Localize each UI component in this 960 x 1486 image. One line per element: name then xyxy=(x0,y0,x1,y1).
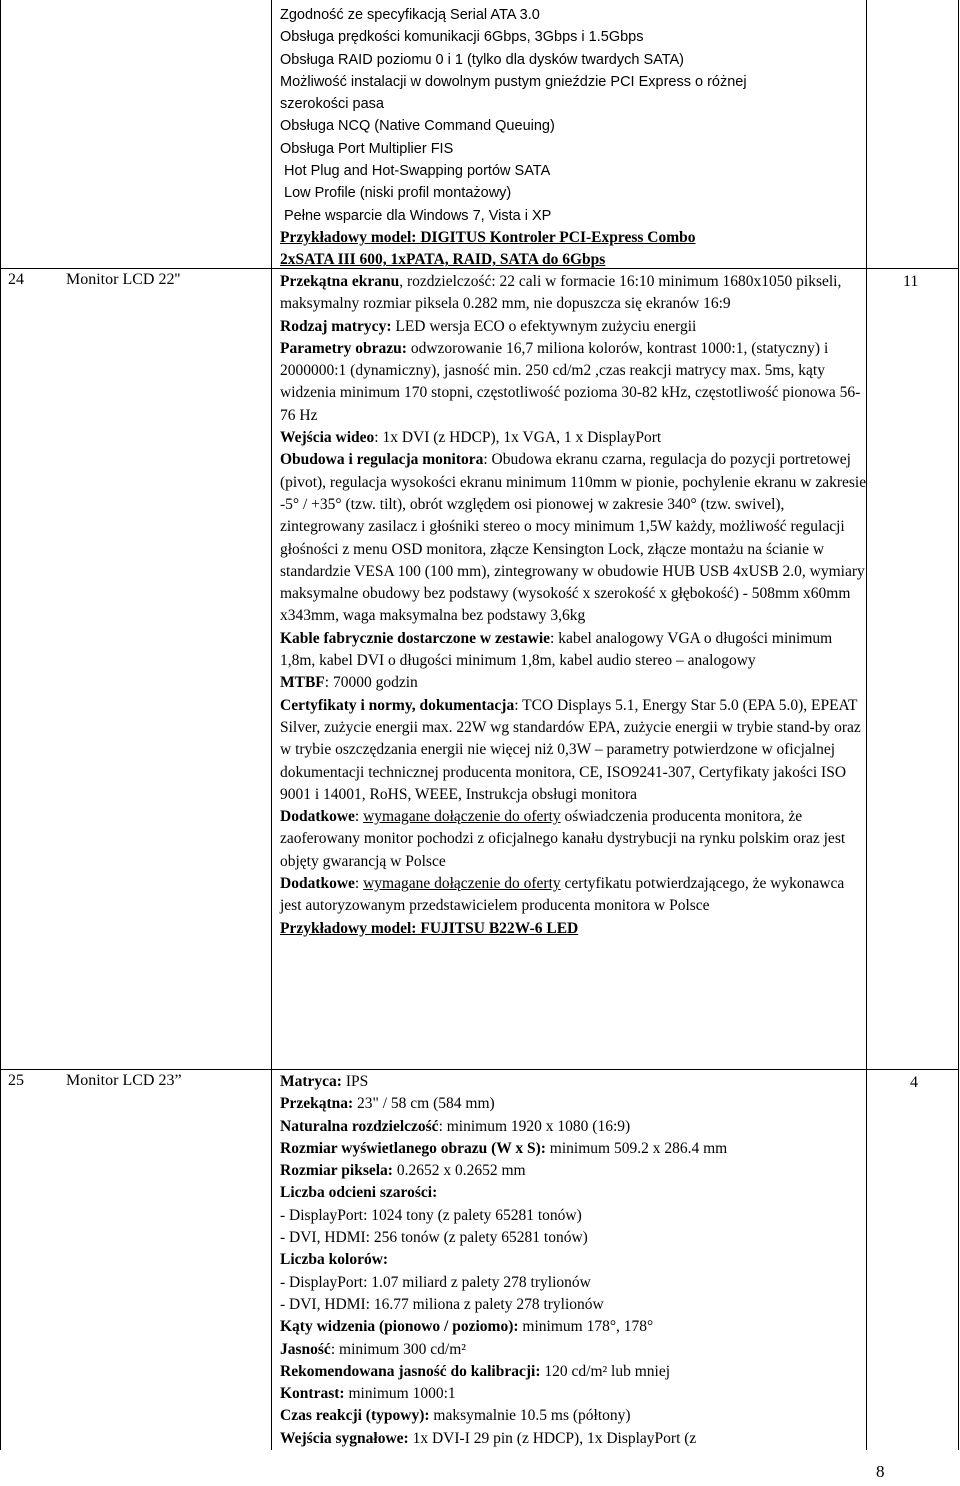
row-divider-25 xyxy=(0,1069,959,1070)
spec-label: Wejścia sygnałowe: xyxy=(280,1429,409,1447)
spec-line xyxy=(280,1361,868,1383)
spec-label: Wejścia wideo xyxy=(280,429,375,447)
spec-text: : TCO Displays 5.1, Energy Star 5.0 (EPA 5.0), EPEAT Silver, zużycie energii max. 22W wg standardów EPA, zużycie energii w trybie stand-by oraz w trybie oszczędzania energii nie więcej niż 0,3W – parametry potwierdzone w oficjalnej dokumentacji technicznej producenta monitora, CE, ISO9241-307, Certyfikaty jakości ISO 9001 i 14001, RoHS, WEEE, Instrukcja obsługi monitora xyxy=(280,696,861,803)
spec-label: Liczba odcieni szarości: xyxy=(280,1184,438,1202)
spec-paragraph xyxy=(280,449,868,627)
spec-text: : xyxy=(354,808,364,826)
spec-line: szerokości pasa xyxy=(280,96,384,113)
table-left-border xyxy=(0,0,1,1450)
spec-label: MTBF xyxy=(280,674,325,692)
item-name: Monitor LCD 23” xyxy=(66,1072,182,1089)
spec-line xyxy=(280,1116,868,1138)
spec-line xyxy=(280,1316,868,1338)
spec-text: minimum 1000:1 xyxy=(344,1385,456,1403)
spec-text: IPS xyxy=(341,1073,369,1090)
spec-text: , rozdzielczość: 22 cali w formacie 16:10 minimum 1680x1050 pikseli, maksymalny rozmiar piksela 0.282 mm, nie dopuszcza się ekranów 16:9 xyxy=(280,273,842,313)
spec-paragraph xyxy=(280,806,868,873)
spec-label: Dodatkowe xyxy=(280,875,355,893)
spec-label: Dodatkowe xyxy=(280,808,355,826)
spec-line xyxy=(280,1071,868,1093)
spec-text: maksymalnie 10.5 ms (półtony) xyxy=(429,1407,631,1425)
spec-line xyxy=(280,1093,868,1115)
spec-label: Certyfikaty i normy, dokumentacja xyxy=(280,696,515,714)
example-model-line: Przykładowy model: FUJITSU B22W-6 LED xyxy=(280,919,579,937)
spec-text: oświadczenia producenta monitora, że zaoferowany monitor pochodzi z oficjalnego kanału dystrybucji na rynku polskim oraz jest objęty gwarancją w Polsce xyxy=(280,808,846,870)
spec-label: Parametry obrazu: xyxy=(280,339,407,357)
column-divider-1 xyxy=(271,0,272,1450)
spec-line: Obsługa NCQ (Native Command Queuing) xyxy=(280,118,555,135)
spec-label: Liczba kolorów: xyxy=(280,1251,389,1269)
previous-item-description xyxy=(280,4,868,272)
spec-label: Matryca: xyxy=(280,1073,342,1090)
spec-label: Kable fabrycznie dostarczone w zestawie xyxy=(280,629,551,647)
spec-text: 23" / 58 cm (584 mm) xyxy=(353,1095,495,1113)
spec-line xyxy=(280,1160,868,1182)
row-number: 24 xyxy=(8,271,24,288)
spec-label: Naturalna rozdzielczość xyxy=(280,1117,439,1135)
spec-label: Obudowa i regulacja monitora xyxy=(280,451,484,469)
spec-text: minimum 509.2 x 286.4 mm xyxy=(545,1139,728,1157)
spec-text: - DisplayPort: 1.07 miliard z palety 278 trylionów xyxy=(280,1273,591,1291)
spec-paragraph xyxy=(280,427,868,449)
spec-label: Rozmiar wyświetlanego obrazu (W x S): xyxy=(280,1139,546,1157)
page-number: 8 xyxy=(876,1462,885,1481)
quantity: 11 xyxy=(903,273,919,290)
spec-label: Czas reakcji (typowy): xyxy=(280,1407,430,1425)
spec-line: Pełne wsparcie dla Windows 7, Vista i XP xyxy=(284,207,552,224)
spec-line: Obsługa RAID poziomu 0 i 1 (tylko dla dysków twardych SATA) xyxy=(280,51,685,68)
spec-line: Możliwość instalacji w dowolnym pustym gnieździe PCI Express o różnej xyxy=(280,73,747,90)
spec-line xyxy=(280,1428,868,1450)
spec-text: LED wersja ECO o efektywnym zużyciu energii xyxy=(391,317,697,335)
spec-label: Kąty widzenia (pionowo / poziomo): xyxy=(280,1318,519,1336)
spec-line: Obsługa Port Multiplier FIS xyxy=(280,140,454,157)
spec-paragraph xyxy=(280,316,868,338)
spec-text: 1x DVI-I 29 pin (z HDCP), 1x DisplayPort (z xyxy=(408,1429,697,1447)
monitor-22-description xyxy=(280,271,868,940)
spec-paragraph xyxy=(280,672,868,694)
spec-line xyxy=(280,1182,868,1204)
spec-line xyxy=(280,1339,868,1361)
spec-paragraph xyxy=(280,338,868,427)
spec-label: Rekomendowana jasność do kalibracji: xyxy=(280,1362,541,1380)
spec-text: - DVI, HDMI: 16.77 miliona z palety 278 trylionów xyxy=(280,1295,604,1313)
item-name: Monitor LCD 22'' xyxy=(66,271,181,288)
spec-label: Jasność xyxy=(280,1340,331,1358)
spec-paragraph xyxy=(280,628,868,673)
spec-line xyxy=(280,1383,868,1405)
spec-paragraph xyxy=(280,873,868,918)
spec-label: Przekątna: xyxy=(280,1095,354,1113)
spec-line: Hot Plug and Hot-Swapping portów SATA xyxy=(284,163,551,180)
spec-text: : Obudowa ekranu czarna, regulacja do pozycji portretowej (pivot), regulacja wysokości ekranu minimum 110mm w pionie, pochylenie ekranu w zakresie -5° / +35° (tzw. tilt), obrót względem osi pionowej w zakresie 340° (tzw. swivel), zintegrowany zasilacz i głośniki stereo o mocy minimum 1,5W każdy, możliwość regulacji głośności z menu OSD monitora, złącze Kensington Lock, złącze montażu na ścianie w standardzie VESA 100 (100 mm), zintegrowany w obudowie HUB USB 4xUSB 2.0, wymiary maksymalne obudowy bez podstawy (wysokość x szerokość x głębokość) - 508mm x60mm x343mm, waga maksymalna bez podstawy 3,6kg xyxy=(280,451,867,625)
spec-line: Obsługa prędkości komunikacji 6Gbps, 3Gbps i 1.5Gbps xyxy=(280,29,644,46)
spec-line xyxy=(280,1205,868,1227)
row-number: 25 xyxy=(8,1072,24,1089)
spec-text: 0.2652 x 0.2652 mm xyxy=(392,1162,526,1180)
spec-text: 120 cd/m² lub mniej xyxy=(540,1362,671,1380)
spec-paragraph xyxy=(280,271,868,316)
spec-label: Rodzaj matrycy: xyxy=(280,317,392,335)
spec-label: Rozmiar piksela: xyxy=(280,1162,393,1180)
spec-text: odwzorowanie 16,7 miliona kolorów, kontrast 1000:1, (statyczny) i 2000000:1 (dynamiczny), jasność min. 250 cd/m2 ,czas reakcji matrycy max. 5ms, kąty widzenia minimum 170 stopni, częstotliwość pozioma 30-82 kHz, częstotliwość pionowa 56-76 Hz xyxy=(280,339,861,424)
underlined-requirement: wymagane dołączenie do oferty xyxy=(363,875,561,893)
spec-line xyxy=(280,1138,868,1160)
spec-text: : kabel analogowy VGA o długości minimum 1,8m, kabel DVI o długości minimum 1,8m, kabel audio stereo – analogowy xyxy=(280,629,833,670)
spec-line xyxy=(280,1405,868,1427)
spec-text: : minimum 1920 x 1080 (16:9) xyxy=(438,1117,631,1135)
spec-text: : xyxy=(354,875,364,893)
spec-line xyxy=(280,1272,868,1294)
table-right-border xyxy=(958,0,959,1450)
quantity: 4 xyxy=(910,1074,918,1091)
spec-text: : 1x DVI (z HDCP), 1x VGA, 1 x DisplayPort xyxy=(374,429,662,447)
spec-text: minimum 178°, 178° xyxy=(518,1318,654,1336)
example-model-line: Przykładowy model: DIGITUS Kontroler PCI-Express Combo xyxy=(280,228,696,246)
spec-line xyxy=(280,1249,868,1271)
spec-text: - DVI, HDMI: 256 tonów (z palety 65281 tonów) xyxy=(280,1229,588,1247)
spec-label: Przekątna ekranu xyxy=(280,273,400,290)
spec-line xyxy=(280,1227,868,1249)
spec-label: Kontrast: xyxy=(280,1385,345,1403)
underlined-requirement: wymagane dołączenie do oferty xyxy=(363,808,561,826)
spec-line: Low Profile (niski profil montażowy) xyxy=(284,185,512,202)
spec-text: : minimum 300 cd/m² xyxy=(330,1340,466,1358)
spec-text: certyfikatu potwierdzającego, że wykonawca jest autoryzowanym przedstawicielem producenta monitora w Polsce xyxy=(280,875,845,915)
spec-line xyxy=(280,1294,868,1316)
spec-text: - DisplayPort: 1024 tony (z palety 65281 tonów) xyxy=(280,1206,582,1224)
spec-paragraph xyxy=(280,695,868,806)
example-model-line: 2xSATA III 600, 1xPATA, RAID, SATA do 6Gbps xyxy=(280,251,606,269)
spec-text: : 70000 godzin xyxy=(324,674,418,692)
spec-line: Zgodność ze specyfikacją Serial ATA 3.0 xyxy=(280,7,540,23)
monitor-23-description xyxy=(280,1071,868,1450)
